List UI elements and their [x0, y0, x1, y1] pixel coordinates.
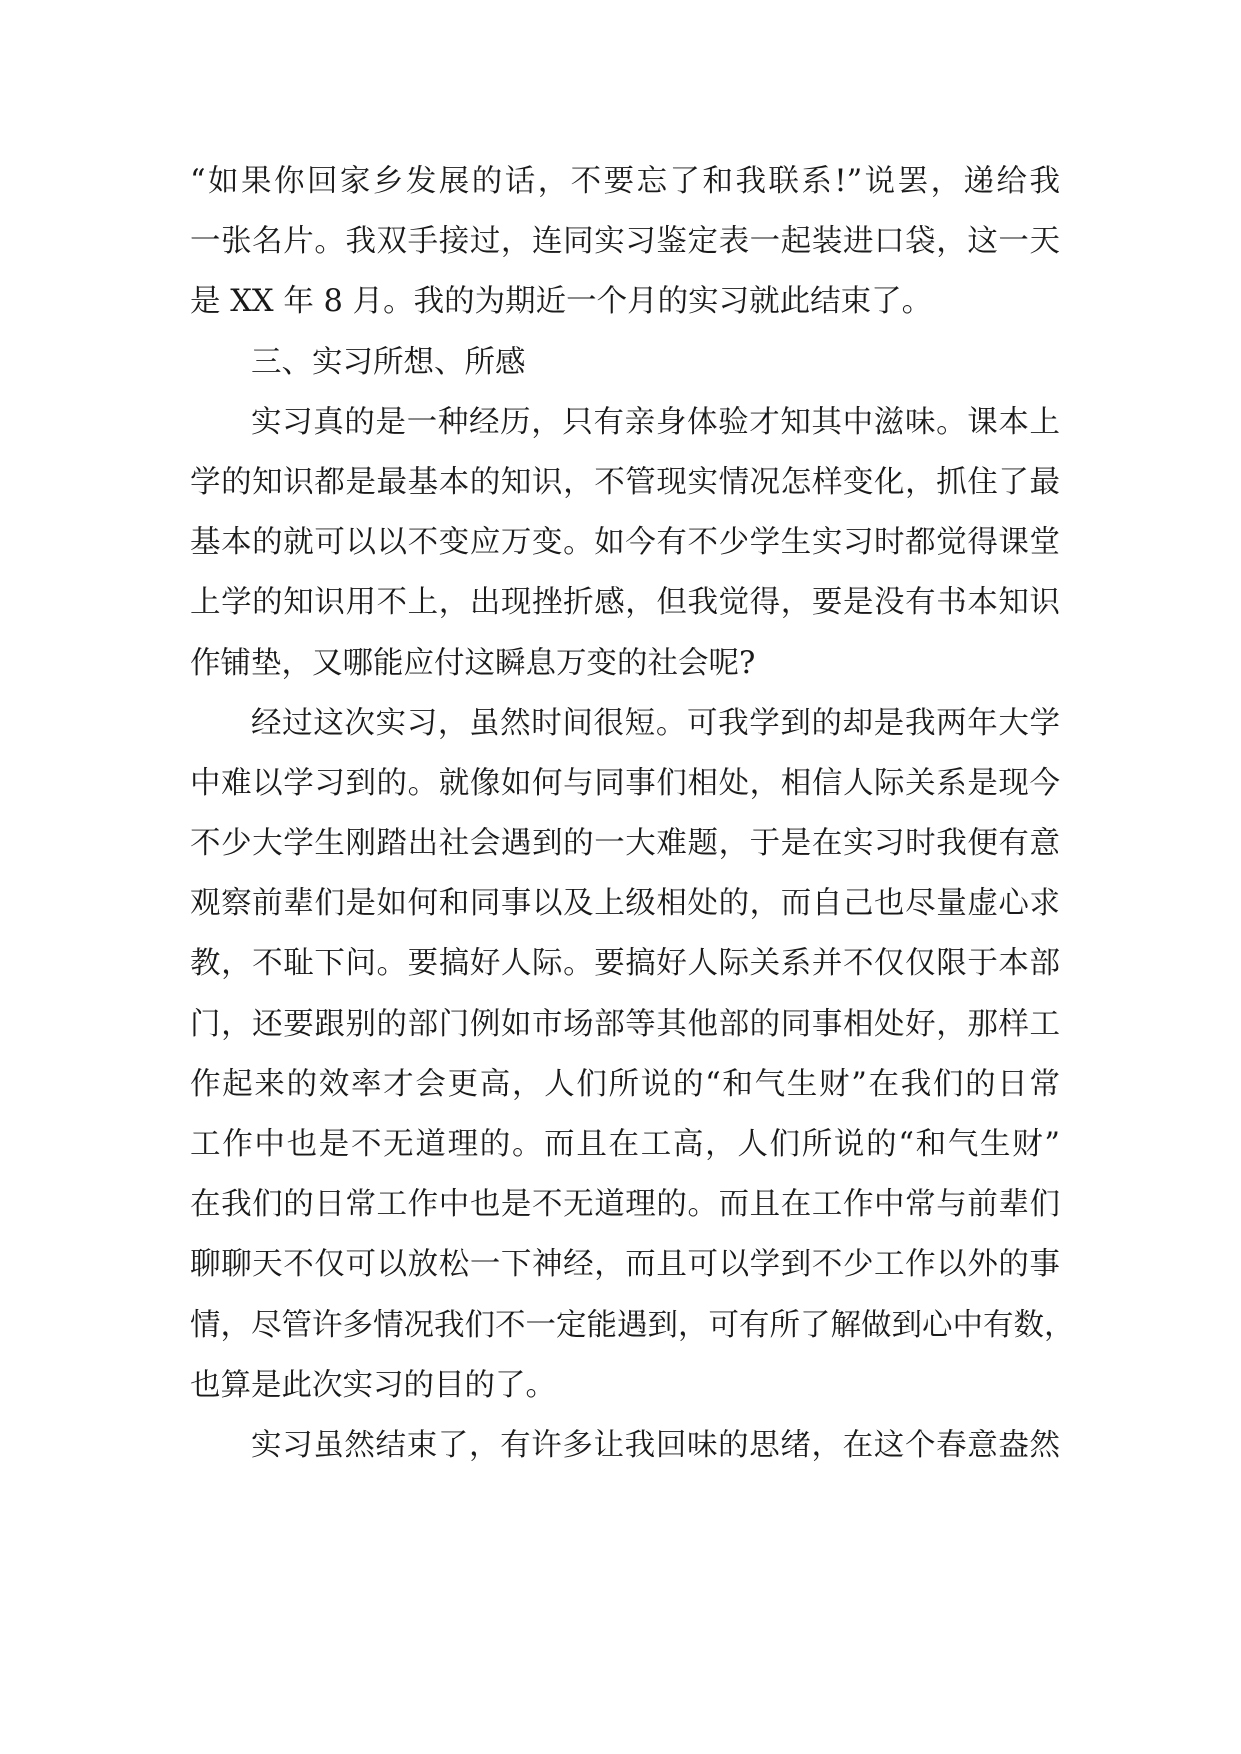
text-line: 教，不耻下问。要搞好人际。要搞好人际关系并不仅仅限于本部 — [190, 946, 1060, 982]
text-line: 基本的就可以以不变应万变。如今有不少学生实习时都觉得课堂 — [190, 525, 1060, 561]
text-line: 情，尽管许多情况我们不一定能遇到，可有所了解做到心中有数， — [190, 1307, 1075, 1343]
text-line: 门，还要跟别的部门例如市场部等其他部的同事相处好，那样工 — [190, 1006, 1060, 1042]
text-line: 上学的知识用不上，出现挫折感，但我觉得，要是没有书本知识 — [190, 585, 1060, 621]
text-line: 是 XX 年 8 月。我的为期近一个月的实习就此结束了。 — [190, 284, 933, 320]
text-line: 作铺垫，又哪能应付这瞬息万变的社会呢? — [190, 645, 756, 681]
text-line: 聊聊天不仅可以放松一下神经，而且可以学到不少工作以外的事 — [190, 1247, 1060, 1283]
section-heading: 三、实习所想、所感 — [251, 344, 526, 380]
text-line: 观察前辈们是如何和同事以及上级相处的，而自己也尽量虚心求 — [190, 886, 1060, 922]
text-line: 实习真的是一种经历，只有亲身体验才知其中滋味。课本上 — [251, 404, 1060, 440]
text-line: 中难以学习到的。就像如何与同事们相处，相信人际关系是现今 — [190, 765, 1060, 801]
text-line: 在我们的日常工作中也是不无道理的。而且在工作中常与前辈们 — [190, 1187, 1060, 1223]
body-text — [190, 152, 1075, 1476]
text-line: 工作中也是不无道理的。而且在工高，人们所说的“和气生财” — [190, 1127, 1060, 1162]
text-line: “如果你回家乡发展的话，不要忘了和我联系!”说罢，递给我 — [190, 164, 1060, 199]
text-line: 作起来的效率才会更高，人们所说的“和气生财”在我们的日常 — [190, 1066, 1060, 1102]
text-line: 经过这次实习，虽然时间很短。可我学到的却是我两年大学 — [251, 705, 1060, 741]
text-line: 一张名片。我双手接过，连同实习鉴定表一起装进口袋，这一天 — [190, 224, 1060, 260]
text-line: 不少大学生刚踏出社会遇到的一大难题，于是在实习时我便有意 — [190, 826, 1060, 862]
text-line: 学的知识都是最基本的知识，不管现实情况怎样变化，抓住了最 — [190, 464, 1060, 500]
text-line: 也算是此次实习的目的了。 — [190, 1367, 556, 1403]
text-line: 实习虽然结束了，有许多让我回味的思绪，在这个春意盎然 — [251, 1427, 1060, 1463]
